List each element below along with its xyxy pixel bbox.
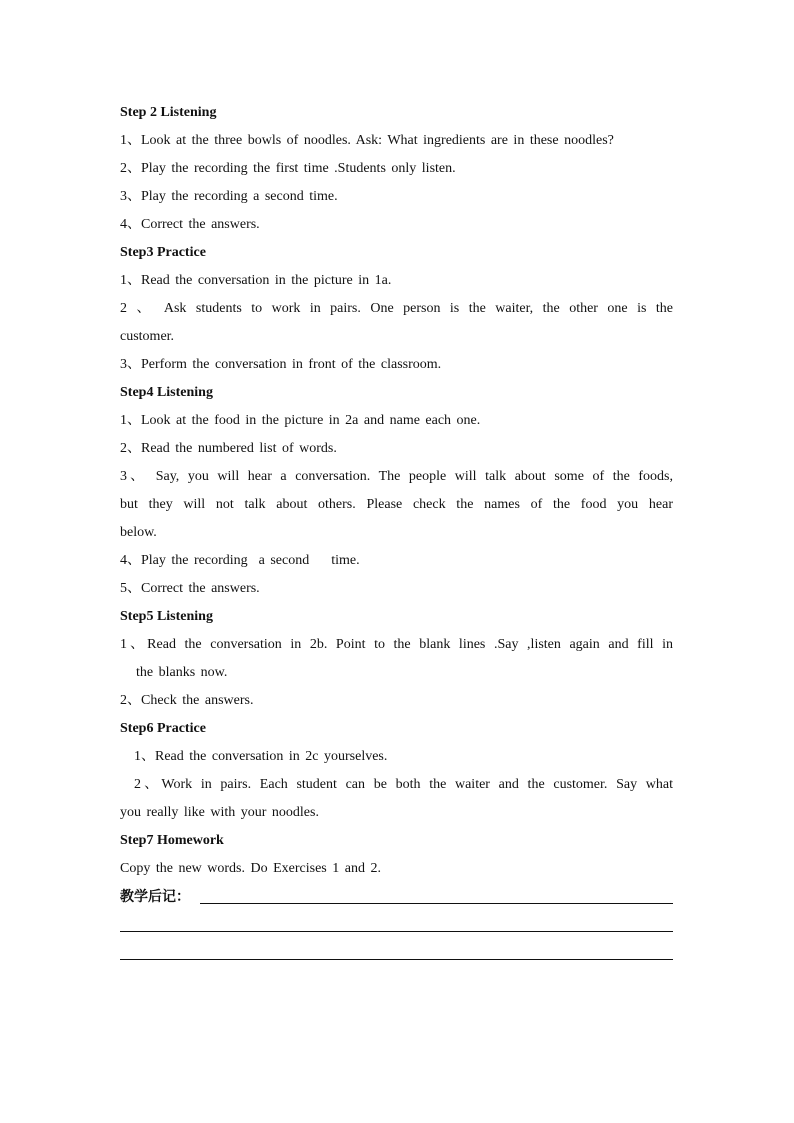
step3-item-1: 1、Read the conversation in the picture in 1a.: [120, 273, 392, 288]
postscript-field[interactable]: [120, 883, 673, 911]
step3-item-3: 3、Perform the conversation in front of the classroom.: [120, 357, 442, 372]
step2-item-1: 1、Look at the three bowls of noodles. Ask: What ingredients are in these noodles?: [120, 133, 614, 148]
postscript-underline-3[interactable]: [120, 939, 673, 967]
step4-item-3-line-1: 3、 Say, you will hear a conversation. The people will talk about some of the foods,: [120, 469, 673, 484]
step4-item-3-line-3: below.: [120, 525, 157, 540]
step6-item-2-line-1: 2、Work in pairs. Each student can be both the waiter and the customer. Say what: [134, 777, 673, 792]
step5-item-1-line-2: the blanks now.: [136, 665, 228, 680]
postscript-label: 教学后记：: [120, 889, 190, 905]
step7-heading: Step7 Homework: [120, 833, 224, 848]
step4-heading: Step4 Listening: [120, 385, 213, 400]
step6-heading: Step6 Practice: [120, 721, 206, 736]
step5-item-2: 2、Check the answers.: [120, 693, 254, 708]
step4-item-3-line-2: but they will not talk about others. Please check the names of the food you hear: [120, 497, 673, 512]
step5-item-1-line-1: 1、Read the conversation in 2b. Point to the blank lines .Say ,listen again and fill in: [120, 637, 673, 652]
step2-item-2: 2、Play the recording the first time .Students only listen.: [120, 161, 456, 176]
step3-item-2-line-1: 2 、 Ask students to work in pairs. One person is the waiter, the other one is the: [120, 301, 673, 316]
step3-heading: Step3 Practice: [120, 245, 206, 260]
postscript-underline-1: [200, 903, 673, 904]
lesson-plan-page: [120, 99, 673, 967]
step2-item-4: 4、Correct the answers.: [120, 217, 260, 232]
step2-item-3: 3、Play the recording a second time.: [120, 189, 338, 204]
postscript-underline-2[interactable]: [120, 911, 673, 939]
step5-heading: Step5 Listening: [120, 609, 213, 624]
step4-item-1: 1、Look at the food in the picture in 2a and name each one.: [120, 413, 481, 428]
step4-item-4: 4、Play the recording a second time.: [120, 553, 360, 568]
step6-item-1: 1、Read the conversation in 2c yourselves.: [134, 749, 388, 764]
step2-heading: Step 2 Listening: [120, 105, 217, 120]
step6-item-2-line-2: you really like with your noodles.: [120, 805, 319, 820]
step4-item-2: 2、Read the numbered list of words.: [120, 441, 337, 456]
step4-item-5: 5、Correct the answers.: [120, 581, 260, 596]
step7-text: Copy the new words. Do Exercises 1 and 2.: [120, 861, 381, 876]
step3-item-2-line-2: customer.: [120, 329, 175, 344]
